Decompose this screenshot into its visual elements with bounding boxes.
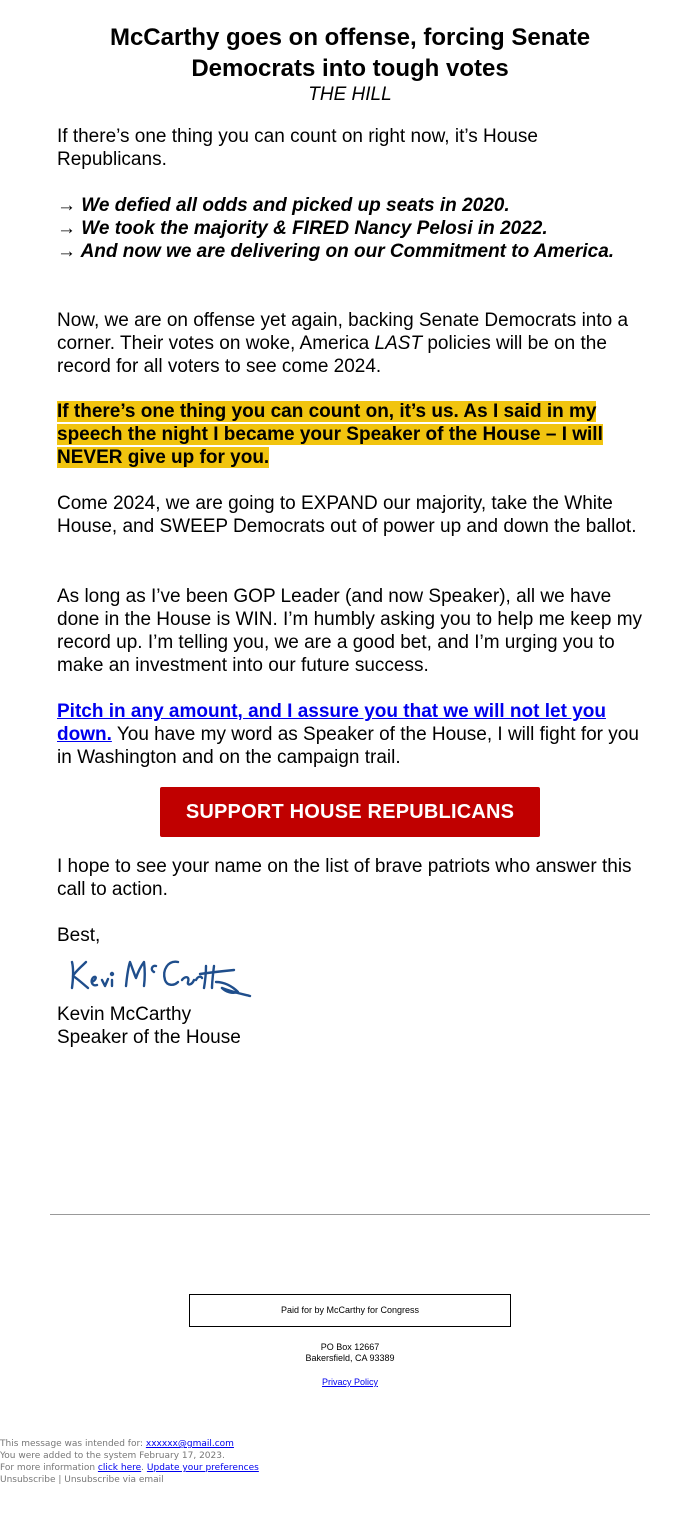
- intended-prefix: This message was intended for:: [0, 1439, 146, 1449]
- offense-text-end: policies will be on the record for all voters to see come 2024.: [57, 333, 607, 377]
- article-headline: McCarthy goes on offense, forcing Senate Democrats into tough votes: [109, 24, 591, 82]
- closing-paragraph: I hope to see your name on the list of brave patriots who answer this call to action.: [57, 856, 632, 900]
- info-prefix: For more information: [0, 1463, 98, 1473]
- privacy-policy-link[interactable]: Privacy Policy: [321, 1377, 378, 1387]
- address-line-2: Bakersfield, CA 93389: [305, 1353, 395, 1363]
- offense-text: Now, we are on offense yet again, backing Senate Democrats into a corner. Their votes on woke, America: [57, 310, 629, 354]
- paid-for-disclaimer: Paid for by McCarthy for Congress: [189, 1294, 511, 1327]
- signer-name: Kevin McCarthy: [57, 1004, 192, 1025]
- unsubscribe-email-link[interactable]: Unsubscribe via email: [64, 1475, 164, 1485]
- address-line-1: PO Box 12667: [320, 1342, 380, 1352]
- unsubscribe-link[interactable]: Unsubscribe: [0, 1475, 56, 1485]
- added-date-line: You were added to the system February 17, 2023.: [0, 1451, 225, 1461]
- emphasis-last: LAST: [374, 333, 423, 354]
- article-source: THE HILL: [308, 84, 392, 105]
- update-preferences-link[interactable]: Update your preferences: [146, 1463, 259, 1473]
- intended-recipient-line: [0, 1438, 700, 1450]
- footer-divider: [50, 1214, 650, 1215]
- intro-paragraph: If there’s one thing you can count on right now, it’s House Republicans.: [57, 126, 538, 170]
- highlighted-paragraph: [57, 400, 652, 469]
- privacy-policy-row: [200, 1377, 500, 1388]
- highlight-text: If there’s one thing you can count on, it’s us. As I said in my speech the night I became your Speaker of the House – I will: [57, 401, 603, 445]
- unsubscribe-line: [0, 1474, 700, 1486]
- closing-salutation: Best,: [57, 925, 101, 946]
- expand-paragraph: Come 2024, we are going to EXPAND our majority, take the White House, and SWEEP Democrats out of power up and down the ballot.: [57, 493, 637, 537]
- support-house-republicans-button[interactable]: SUPPORT HOUSE REPUBLICANS: [160, 787, 540, 837]
- highlight-never: NEVER: [57, 447, 123, 468]
- unsubscribe-separator: |: [55, 1475, 65, 1485]
- offense-paragraph: [57, 309, 652, 378]
- pitch-link[interactable]: Pitch in any amount, and I assure you that we will not let you down.: [57, 701, 606, 745]
- signature-image: [64, 952, 254, 1004]
- list-item: → We defied all odds and picked up seats in 2020.: [57, 195, 510, 216]
- list-item: → And now we are delivering on our Commitment to America.: [57, 241, 615, 262]
- pitch-text: You have my word as Speaker of the House, I will fight for you in Washington and on the campaign trail.: [57, 724, 639, 768]
- email-footer: [0, 1438, 700, 1486]
- more-info-line: [0, 1462, 700, 1474]
- click-here-link[interactable]: click here: [97, 1463, 142, 1473]
- signer-title: Speaker of the House: [57, 1027, 241, 1048]
- info-separator: .: [141, 1463, 147, 1473]
- win-paragraph: As long as I’ve been GOP Leader (and now Speaker), all we have done in the House is WIN. I’m humbly asking you to help me keep my record up. I’m telling you, we are a good bet, and I’m urging you to make an investment into our future success.: [57, 586, 643, 676]
- achievements-list: [57, 194, 652, 263]
- recipient-email-link[interactable]: xxxxxx@gmail.com: [145, 1439, 234, 1449]
- signer-block: [57, 1003, 652, 1049]
- list-item: → We took the majority & FIRED Nancy Pelosi in 2022.: [57, 218, 548, 239]
- highlight-text-end: give up for you.: [122, 447, 270, 468]
- pitch-paragraph: [57, 700, 652, 769]
- mailing-address: [200, 1342, 500, 1364]
